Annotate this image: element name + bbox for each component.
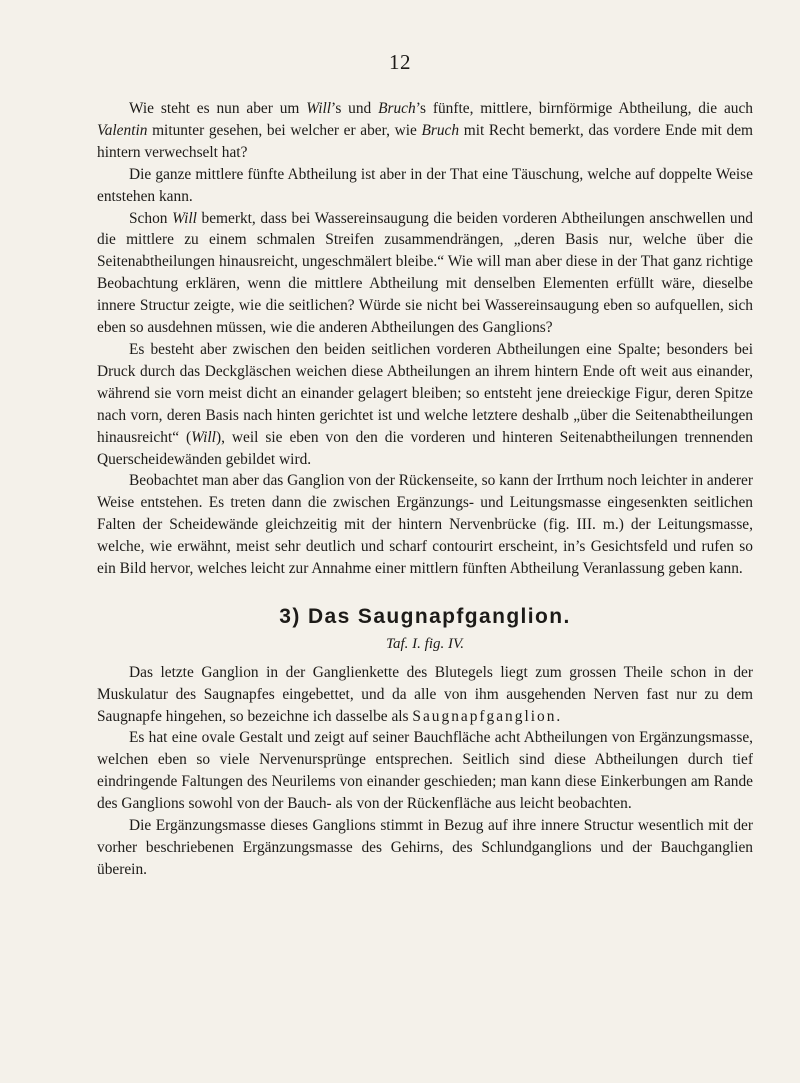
paragraph — [97, 208, 753, 339]
page-number: 12 — [389, 50, 411, 74]
paragraphs-before-heading — [97, 98, 753, 580]
paragraph — [97, 164, 753, 208]
paragraph — [97, 662, 753, 728]
text-run: Die Ergänzungsmasse dieses Ganglions stimmt in Bezug auf ihre innere Structur wesentlich mit der vorher beschriebenen Ergänzungsmasse des Gehirns, des Schlundganglions und der Bauchganglien überein. — [97, 817, 753, 878]
text-run: ’s fünfte, mittlere, birnförmige Abtheilung, die auch — [415, 100, 753, 117]
italic-name: Valentin — [97, 121, 148, 139]
text-run: ’s und — [331, 100, 379, 117]
text-run: Schon — [129, 209, 173, 227]
section-heading: 3) Das Saugnapfganglion. — [279, 604, 571, 628]
text-run: Die ganze mittlere fünfte Abtheilung ist aber in der That eine Täuschung, welche auf doppelte Weise entstehen kann. — [97, 165, 753, 205]
body-text — [97, 98, 753, 881]
paragraph — [97, 339, 753, 470]
text-run: Beobachtet man aber das Ganglion von der Rückenseite, so kann der Irrthum noch leichter in anderer Weise entstehen. Es treten dann die zwischen Ergänzungs- und Leitungsmasse eingesenkten seitlichen Falten der Scheidewände gleichzeitig mit der hintern Nervenbrücke (fig. III. m.) der Leitungsmasse, welche, wie erwähnt, meist sehr deutlich und scharf contourirt erscheint, in’s Gesichtsfeld und rufen so ein Bild hervor, welches leicht zur Annahme einer mittlern fünften Abtheilung Veranlassung geben kann. — [97, 472, 753, 578]
text-run: bemerkt, dass bei Wassereinsaugung die beiden vorderen Abtheilungen anschwellen und die mittlere zu einem schmalen Streifen zusammendrängen, „deren Basis nur, welche über die Seitenabtheilungen hinausreicht, ungeschmälert bleibe.“ Wie will man aber diese in der That ganz richtige Beobachtung erklären, wenn die mittlere Abtheilung mit denselben Elementen erfüllt wäre, dieselbe innere Structur zeigte, wie die seitlichen? Würde sie nicht bei Wassereinsaugung eben so aufquellen, sich eben so ausdehnen müssen, wie die anderen Abtheilungen des Ganglions? — [97, 209, 754, 337]
text-run: Wie steht es nun aber um — [129, 100, 307, 117]
paragraph — [97, 727, 753, 815]
italic-name: Will — [306, 100, 332, 117]
text-run: mitunter gesehen, bei welcher er aber, wie — [147, 121, 422, 139]
text-run: ), weil sie eben von den die vorderen und hinteren Seitenabtheilungen trennenden Querscheidewänden gebildet wird. — [97, 428, 753, 468]
paragraphs-after-heading — [97, 662, 753, 881]
spaced-term: Saugnapfganglion — [412, 707, 557, 725]
paragraph — [97, 98, 753, 164]
text-run: mit Recht bemerkt, das vordere Ende mit dem hintern verwechselt hat? — [97, 121, 753, 161]
italic-name: Bruch — [378, 100, 416, 117]
text-run: Es besteht aber zwischen den beiden seitlichen vorderen Abtheilungen eine Spalte; besonders bei Druck durch das Deckgläschen weichen diese Abtheilungen an ihrem hintern Ende oft weit aus einander, während sie vorn meist dicht an einander gelagert bleiben; so entsteht jene dreieckige Figur, deren Spitze nach vorn, deren Basis nach hinten gerichtet ist und welche letztere deshalb „über die Seitenabtheilungen hinausreicht“ ( — [97, 340, 753, 446]
text-run: . — [556, 707, 561, 725]
italic-name: Bruch — [421, 121, 460, 139]
paragraph — [97, 815, 753, 881]
paragraph — [97, 470, 753, 580]
text-run: Das letzte Ganglion in der Ganglienkette des Blutegels liegt zum grossen Theile schon in der Muskulatur des Saugnapfes eingebettet, und da alle von ihm ausgehenden Nerven fast nur zu dem Saugnapfe hingehen, so bezeichne ich dasselbe als — [97, 663, 753, 725]
italic-name: Will — [191, 428, 216, 446]
text-run: Es hat eine ovale Gestalt und zeigt auf seiner Bauchfläche acht Abtheilungen von Ergänzungsmasse, welchen eben so viele Nervenursprünge entsprechen. Seitlich sind diese Abtheilungen durch tief eindringende Faltungen des Neurilems von einander geschieden; man kann diese Einkerbungen am Rande des Ganglions sowohl von der Bauch- als von der Rückenfläche aus leicht beobachten. — [97, 729, 753, 813]
italic-name: Will — [172, 209, 197, 227]
plate-reference: Taf. I. fig. IV. — [386, 635, 464, 652]
